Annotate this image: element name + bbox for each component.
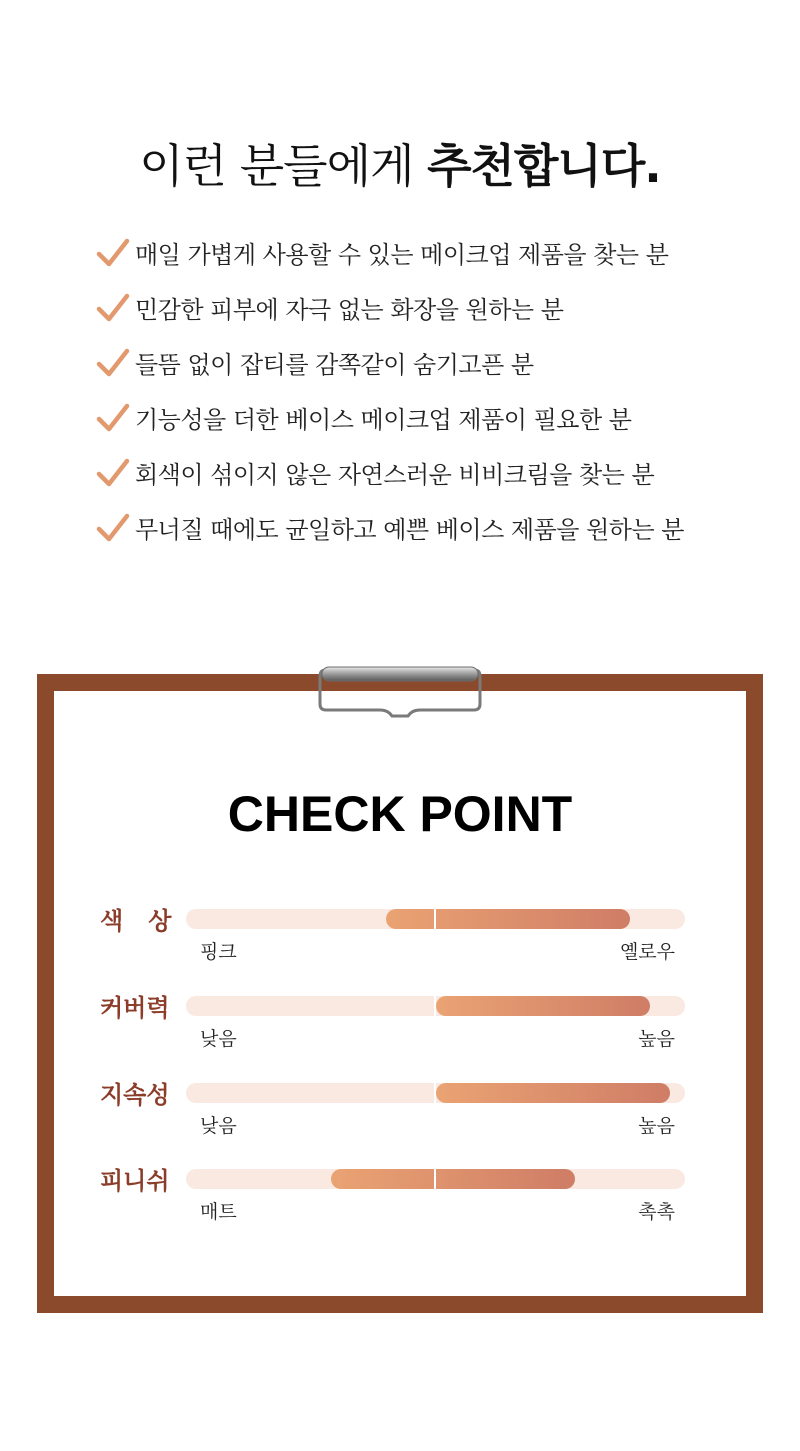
metric-high-label: 옐로우 [619, 941, 675, 963]
list-item [96, 225, 776, 280]
list-item [96, 335, 776, 390]
page-headline [0, 130, 800, 196]
metric-low-label: 낮음 [200, 1028, 237, 1050]
list-item-text: 기능성을 더한 베이스 메이크업 제품이 필요한 분 [135, 406, 632, 434]
check-icon [96, 291, 130, 325]
check-icon [96, 511, 130, 545]
list-item [96, 445, 776, 500]
check-point-title: CHECK POINT [227, 786, 573, 842]
clipboard-clip-icon [316, 664, 484, 720]
metric-fill [331, 1169, 576, 1189]
list-item-text: 무너질 때에도 균일하고 예쁜 베이스 제품을 원하는 분 [135, 516, 684, 544]
metric-fill [386, 909, 631, 929]
metric-finish [100, 1165, 690, 1225]
metric-label: 지속성 [100, 1081, 170, 1109]
track-midline [434, 1169, 436, 1189]
metric-track [186, 909, 685, 929]
metric-fill [436, 996, 651, 1016]
list-item-text: 민감한 피부에 자극 없는 화장을 원하는 분 [135, 296, 564, 324]
metric-high-label: 높음 [638, 1028, 675, 1050]
track-midline [434, 996, 436, 1016]
list-item [96, 280, 776, 335]
metric-low-label: 핑크 [200, 941, 237, 963]
list-item-text: 회색이 섞이지 않은 자연스러운 비비크림을 찾는 분 [135, 461, 655, 489]
list-item-text: 들뜸 없이 잡티를 감쪽같이 숨기고픈 분 [135, 351, 534, 379]
metric-longevity [100, 1079, 690, 1139]
recommend-list [96, 225, 776, 555]
metric-track [186, 1169, 685, 1189]
metric-high-label: 높음 [638, 1115, 675, 1137]
track-midline [434, 1083, 436, 1103]
metric-track [186, 1083, 685, 1103]
list-item [96, 500, 776, 555]
metric-fill [436, 1083, 671, 1103]
metric-low-label: 매트 [200, 1201, 237, 1223]
metric-label: 색 상 [100, 907, 172, 935]
check-icon [96, 346, 130, 380]
check-icon [96, 456, 130, 490]
metric-track [186, 996, 685, 1016]
list-item-text: 매일 가볍게 사용할 수 있는 메이크업 제품을 찾는 분 [135, 241, 669, 269]
list-item [96, 390, 776, 445]
metric-label: 커버력 [100, 994, 170, 1022]
check-icon [96, 236, 130, 270]
headline-normal: 이런 분들에게 [139, 139, 428, 193]
headline-bold: 추천합니다. [427, 139, 661, 193]
metric-low-label: 낮음 [200, 1115, 237, 1137]
metric-color [100, 905, 690, 965]
metric-label: 피니쉬 [100, 1167, 170, 1195]
metric-coverage [100, 992, 690, 1052]
check-icon [96, 401, 130, 435]
track-midline [434, 909, 436, 929]
metric-high-label: 촉촉 [638, 1201, 675, 1223]
